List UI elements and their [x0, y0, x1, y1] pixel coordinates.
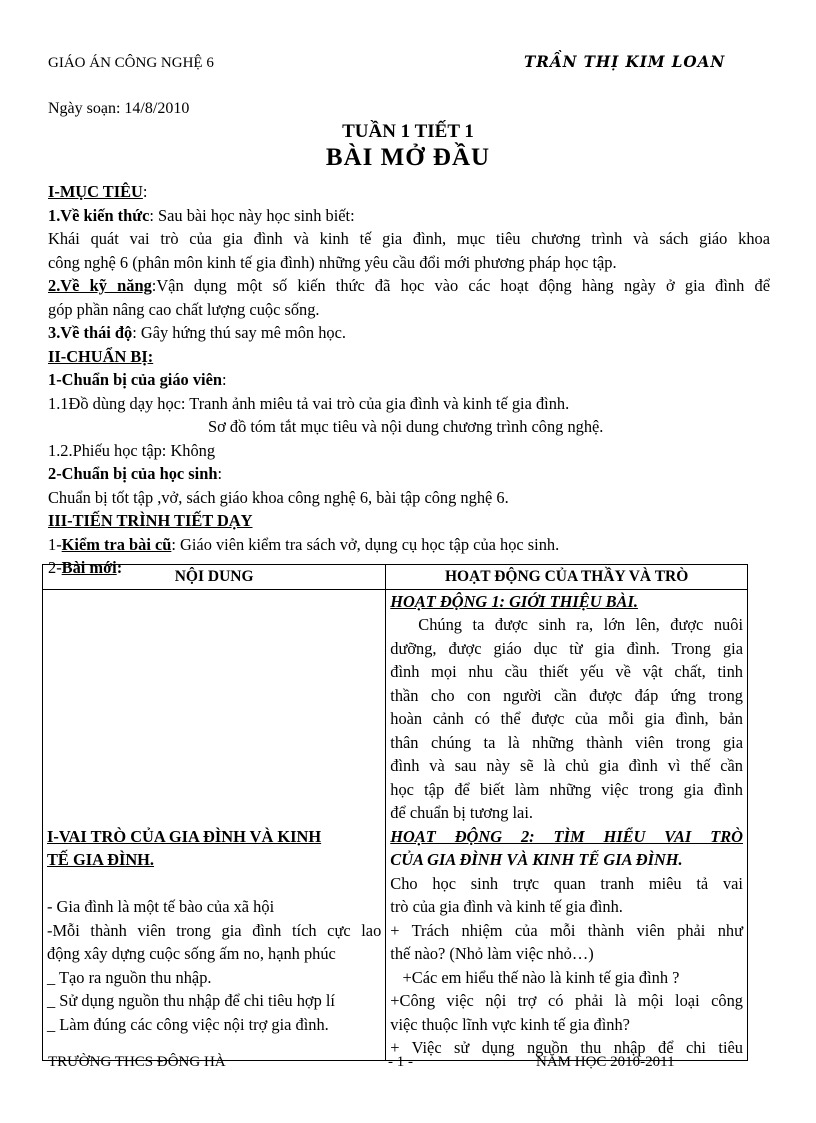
homework-check-label: Kiểm tra bài cũ — [61, 534, 172, 554]
content-item: - Gia đình là một tế bào của xã hội — [47, 897, 275, 916]
activity-2-text: + Trách nhiệm của mỗi thành viên phải như — [390, 920, 743, 940]
lesson-title: BÀI MỞ ĐẦU — [325, 144, 491, 171]
activity-2-text: Cho học sinh trực quan tranh miêu tả vai — [390, 873, 743, 893]
preparation-heading: II-CHUẨN BỊ: — [48, 346, 154, 366]
worksheet-line: 1.2.Phiếu học tập: Không — [48, 440, 216, 460]
activity-2-text: + Việc sử dụng nguồn thu nhập để chi tiêu — [390, 1038, 743, 1057]
content-heading-2: TẾ GIA ĐÌNH. — [47, 850, 155, 869]
footer-school: TRƯỜNG THCS ĐÔNG HÀ — [48, 1054, 226, 1070]
teacher-prep-colon: : — [221, 370, 227, 389]
footer-school-year: NĂM HỌC 2010-2011 — [536, 1054, 675, 1070]
header-author: TRẦN THỊ KIM LOAN — [524, 52, 726, 71]
knowledge-text-2: công nghệ 6 (phân môn kinh tế gia đình) những yêu cầu đổi mới phương pháp học tập. — [48, 252, 617, 272]
new-lesson-colon: : — [116, 558, 123, 577]
activity-1-text: học tập để biết làm những việc trong gia đình — [390, 779, 743, 799]
objectives-heading: I-MỤC TIÊU — [48, 182, 143, 201]
activity-2-text: việc thuộc lĩnh vực kinh tế gia đình? — [390, 1014, 630, 1034]
activity-2-text: trò của gia đình và kinh tế gia đình. — [390, 897, 623, 916]
activity-2-text: +Công việc nội trợ có phải là mội loại công — [390, 991, 743, 1010]
teaching-aids-1: 1.1Đồ dùng dạy học: Tranh ảnh miêu tả vai trò của gia đình và kinh tế gia đình. — [48, 393, 570, 413]
activity-1-heading: HOẠT ĐỘNG 1: GIỚI THIỆU BÀI. — [390, 591, 638, 611]
student-prep-colon: : — [217, 464, 222, 483]
content-heading-1: I-VAI TRÒ CỦA GIA ĐÌNH VÀ KINH — [47, 826, 322, 846]
content-item: _ Làm đúng các công việc nội trợ gia đình. — [47, 1014, 329, 1034]
homework-check-text: : Giáo viên kiểm tra sách vở, dụng cụ học tập của học sinh. — [171, 534, 560, 554]
section-objectives — [48, 180, 770, 204]
objectives-colon: : — [142, 182, 148, 201]
activity-1-text: dưỡng, được giáo dục từ gia đình. Trong gia — [390, 638, 743, 658]
date-line: Ngày soạn: 14/8/2010 — [48, 100, 190, 117]
student-prep-line — [48, 462, 770, 486]
knowledge-text-1: Khái quát vai trò của gia đình và kinh tế gia đình, mục tiêu chương trình và sách giáo khoa — [48, 229, 770, 248]
knowledge-line — [48, 204, 770, 228]
procedure-heading: III-TIẾN TRÌNH TIẾT DẠY — [48, 511, 253, 530]
teacher-prep-label: 1-Chuẩn bị của giáo viên — [48, 370, 222, 389]
column-header-content: NỘI DUNG — [43, 565, 386, 590]
content-cell — [43, 589, 386, 1060]
content-item: động xây dựng cuộc sống ấm no, hạnh phúc — [47, 944, 336, 963]
activity-2-heading-2: CỦA GIA ĐÌNH VÀ KINH TẾ GIA ĐÌNH. — [390, 850, 683, 869]
activity-1-text: thần cho con người cần được đáp ứng trong — [390, 685, 743, 705]
activity-1-text: đình mọi nhu cầu thiết yếu về vật chất, tinh — [390, 662, 743, 681]
content-item: _ Tạo ra nguồn thu nhập. — [47, 967, 212, 987]
attitude-label: 3.Về thái độ — [48, 323, 133, 342]
knowledge-intro: : Sau bài học này học sinh biết: — [149, 205, 355, 225]
activity-2-text: thế nào? (Nhỏ làm việc nhỏ…) — [390, 944, 594, 963]
teaching-aids-2: Sơ đồ tóm tắt mục tiêu và nội dung chương trình công nghệ. — [208, 417, 604, 436]
skill-line — [48, 274, 770, 298]
attitude-text: : Gây hứng thú say mê môn học. — [132, 323, 346, 342]
table-header-row — [43, 565, 748, 590]
activity-1-text: thân chúng ta là những thành viên trong gia — [390, 732, 743, 752]
week-title: TUẦN 1 TIẾT 1 — [342, 121, 474, 142]
homework-check-prefix: 1- — [48, 534, 62, 554]
document-body — [48, 180, 770, 580]
activities-cell — [386, 589, 748, 1060]
student-prep-label: 2-Chuẩn bị của học sinh — [48, 464, 218, 483]
activity-1-text: để chuẩn bị tương lai. — [390, 803, 533, 822]
skill-label: 2.Về kỹ năng — [48, 276, 152, 295]
activity-2-heading-1 — [390, 825, 743, 849]
homework-check-line — [48, 533, 770, 557]
new-lesson-label: Bài mới — [61, 558, 117, 577]
student-prep-text: Chuẩn bị tốt tập ,vở, sách giáo khoa công nghệ 6, bài tập công nghệ 6. — [48, 487, 509, 507]
skill-text-1: :Vận dụng một số kiến thức đã học vào các hoạt động hàng ngày ở gia đình để — [151, 276, 770, 295]
activity-2-heading-text: HOẠT ĐỘNG 2: TÌM HIỂU VAI TRÒ — [390, 826, 743, 846]
footer-page-number: - 1 - — [388, 1054, 413, 1070]
content-item: -Mỗi thành viên trong gia đình tích cực lao — [47, 920, 382, 940]
lesson-table — [42, 564, 748, 1061]
content-item: _ Sử dụng nguồn thu nhập để chi tiêu hợp lí — [47, 991, 335, 1010]
activity-1-text: đình và sau này sẽ là chủ gia đình vì thế cần — [390, 756, 743, 775]
header-left: GIÁO ÁN CÔNG NGHỆ 6 — [48, 55, 214, 71]
table-row — [43, 589, 748, 1060]
activity-1-text: Chúng ta được sinh ra, lớn lên, được nuôi — [418, 615, 743, 634]
activity-1-text: hoàn cảnh có thể được của mỗi gia đình, bản — [390, 709, 743, 728]
knowledge-label: 1.Về kiến thức — [48, 205, 150, 225]
column-header-activities: HOẠT ĐỘNG CỦA THẦY VÀ TRÒ — [386, 565, 748, 590]
skill-text-2: góp phần nâng cao chất lượng cuộc sống. — [48, 299, 320, 319]
activity-2-text: +Các em hiểu thế nào là kinh tế gia đình ? — [390, 967, 680, 987]
attitude-line — [48, 321, 770, 345]
new-lesson-prefix: 2- — [48, 558, 62, 577]
teacher-prep-line — [48, 368, 770, 392]
